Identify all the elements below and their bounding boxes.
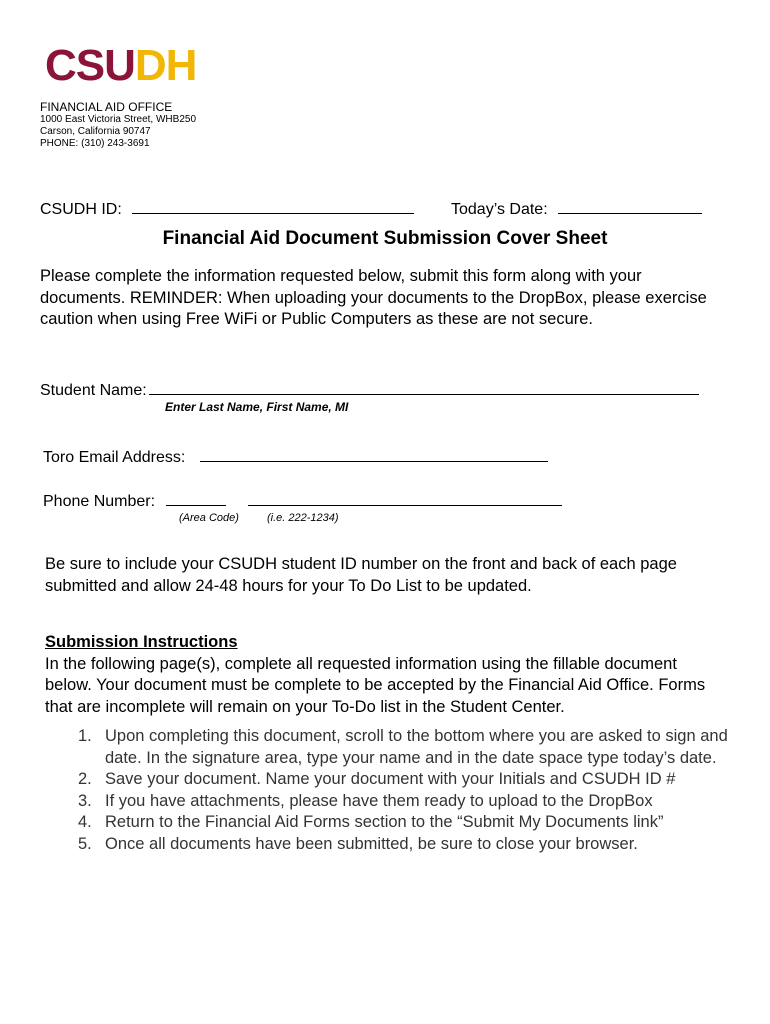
step-number: 5. (78, 834, 92, 853)
step-number: 3. (78, 791, 92, 810)
phone-row (43, 489, 562, 511)
student-name-row (40, 378, 699, 400)
step-text: Return to the Financial Aid Forms section to the “Submit My Documents link” (105, 813, 664, 831)
instruction-steps (45, 726, 745, 855)
date-label: Today’s Date: (451, 201, 548, 218)
phone-label: Phone Number: (43, 493, 156, 510)
phone-number-field[interactable] (248, 489, 562, 506)
list-item (45, 834, 745, 856)
instructions-heading: Submission Instructions (45, 633, 238, 651)
step-number: 2. (78, 770, 92, 788)
csudh-id-label: CSUDH ID: (40, 201, 122, 218)
office-city: Carson, California 90747 (40, 126, 151, 137)
instructions-body: In the following page(s), complete all requested information using the fillable document below. Your document must be complete to be accepted by the Financial Aid Office. Forms that are incomplete will remain on your To-Do list in the Student Center. (45, 654, 706, 716)
office-phone: PHONE: (310) 243-3691 (40, 138, 150, 149)
intro-paragraph: Please complete the information requested below, submit this form along with your documents. REMINDER: When uploading your documents to the DropBox, please exercise caution when using Free WiFi or Public Computers as these are not secure. (40, 267, 707, 328)
list-item (45, 791, 745, 813)
step-text: Upon completing this document, scroll to the bottom where you are asked to sign and date. In the signature area, type your name and in the date space type today’s date. (105, 727, 728, 767)
logo-csu: CSU (45, 41, 135, 90)
student-name-hint: Enter Last Name, First Name, MI (165, 400, 349, 414)
phone-example-hint: (i.e. 222-1234) (267, 512, 339, 524)
office-address-block (40, 100, 196, 150)
csudh-id-field[interactable] (132, 197, 414, 214)
area-code-hint: (Area Code) (179, 512, 239, 524)
email-label: Toro Email Address: (43, 449, 186, 466)
office-name: FINANCIAL AID OFFICE (40, 100, 173, 114)
page-title: Financial Aid Document Submission Cover Sheet (162, 228, 608, 249)
date-field[interactable] (558, 197, 702, 214)
csudh-logo (45, 41, 197, 90)
email-field[interactable] (200, 445, 548, 462)
reminder-paragraph: Be sure to include your CSUDH student ID number on the front and back of each page submitted and allow 24-48 hours for your To Do List to be updated. (45, 555, 677, 595)
student-name-field[interactable] (149, 378, 699, 395)
csudh-id-row (40, 197, 414, 219)
list-item (45, 726, 745, 769)
list-item (45, 769, 745, 791)
instructions-section (45, 632, 735, 855)
area-code-field[interactable] (166, 489, 226, 506)
logo-dh: DH (134, 41, 197, 90)
office-street: 1000 East Victoria Street, WHB250 (40, 114, 197, 125)
step-number: 1. (78, 727, 92, 745)
student-name-label: Student Name: (40, 382, 147, 399)
date-row (451, 197, 702, 219)
step-number: 4. (78, 813, 92, 831)
step-text: Once all documents have been submitted, be sure to close your browser. (105, 834, 638, 853)
step-text: Save your document. Name your document with your Initials and CSUDH ID # (105, 770, 676, 788)
step-text: If you have attachments, please have them ready to upload to the DropBox (105, 791, 653, 810)
list-item (45, 812, 745, 834)
email-row (43, 445, 548, 467)
